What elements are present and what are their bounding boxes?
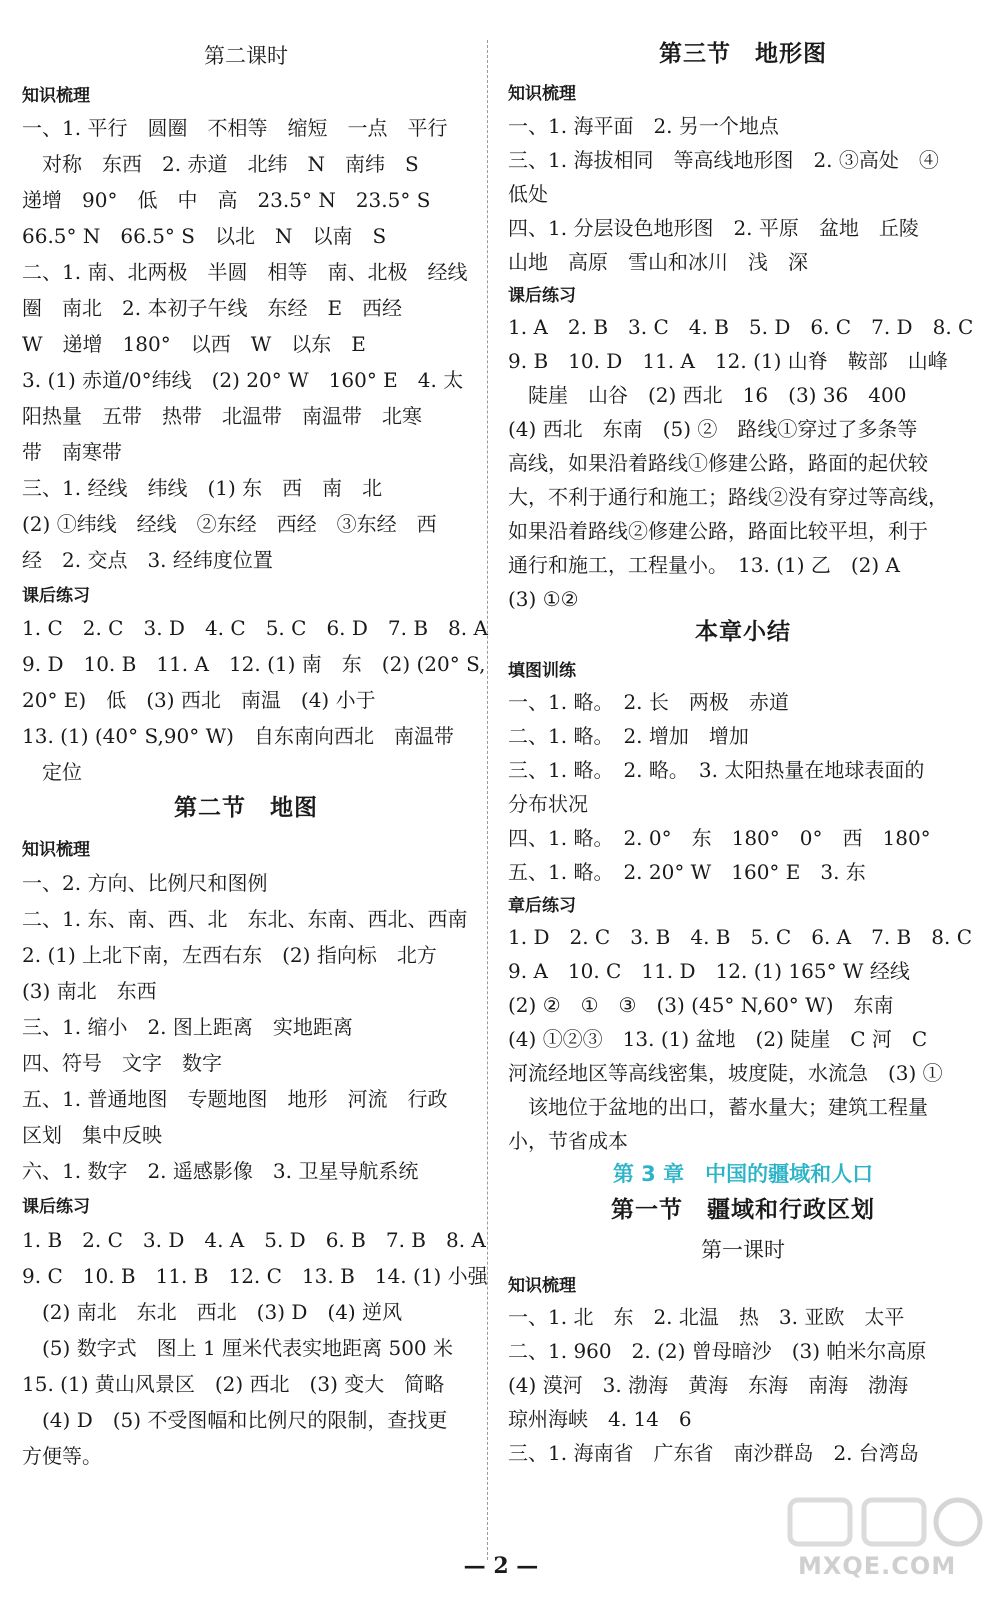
knowledge-label: 知识梳理	[508, 84, 576, 104]
answer-line: 1. D 2. C 3. B 4. B 5. C 6. A 7. B 8. C	[508, 925, 972, 949]
answer-line: 五、1. 略。 2. 20° W 160° E 3. 东	[508, 860, 866, 884]
column-divider	[487, 40, 488, 1560]
answer-line: 1. A 2. B 3. C 4. B 5. D 6. C 7. D 8. C	[508, 315, 974, 339]
answer-line: 带 南寒带	[22, 440, 122, 464]
answer-line: 三、1. 略。 2. 略。 3. 太阳热量在地球表面的	[508, 758, 925, 782]
watermark	[780, 1490, 990, 1590]
answer-line: 13. (1) (40° S,90° W) 自东南向西北 南温带	[22, 724, 454, 748]
answer-line: 一、1. 北 东 2. 北温 热 3. 亚欧 太平	[508, 1305, 905, 1329]
answer-line: 一、1. 海平面 2. 另一个地点	[508, 114, 779, 138]
answer-line: (3) ①②	[508, 587, 579, 611]
answer-line: 区划 集中反映	[22, 1123, 162, 1147]
answer-line: 2. (1) 上北下南，左西右东 (2) 指向标 北方	[22, 943, 437, 967]
answer-line: (3) 南北 东西	[22, 979, 157, 1003]
answer-line: (4) ①②③ 13. (1) 盆地 (2) 陡崖 C 河 C	[508, 1027, 928, 1051]
page-number: — 2 —	[463, 1553, 539, 1579]
answer-line: W 递增 180° 以西 W 以东 E	[22, 332, 366, 356]
answer-line: 该地位于盆地的出口，蓄水量大；建筑工程量	[528, 1095, 928, 1119]
answer-line: (5) 数字式 图上 1 厘米代表实地距离 500 米	[42, 1336, 454, 1360]
answer-line: 四、符号 文字 数字	[22, 1051, 222, 1075]
lesson-title: 第二课时	[204, 44, 288, 68]
answer-line: 四、1. 略。 2. 0° 东 180° 0° 西 180°	[508, 826, 931, 850]
answer-line: 1. B 2. C 3. D 4. A 5. D 6. B 7. B 8. A	[22, 1228, 486, 1252]
answer-line: 二、1. 略。 2. 增加 增加	[508, 724, 749, 748]
knowledge-label: 知识梳理	[22, 86, 90, 106]
answer-line: 方便等。	[22, 1444, 102, 1468]
answer-line: 大，不利于通行和施工；路线②没有穿过等高线，	[508, 485, 948, 509]
answer-line: (2) ② ① ③ (3) (45° N,60° W) 东南	[508, 993, 894, 1017]
answer-line: (2) 南北 东北 西北 (3) D (4) 逆风	[42, 1300, 403, 1324]
practice-label: 课后练习	[22, 1197, 90, 1217]
section-title: 第三节 地形图	[659, 41, 827, 67]
answer-line: 二、1. 960 2. (2) 曾母暗沙 (3) 帕米尔高原	[508, 1339, 927, 1363]
summary-title: 本章小结	[695, 619, 791, 645]
answer-line: 9. C 10. B 11. B 12. C 13. B 14. (1) 小强	[22, 1264, 488, 1288]
answer-line: 阳热量 五带 热带 北温带 南温带 北寒	[22, 404, 422, 428]
answer-line: (2) ①纬线 经线 ②东经 西经 ③东经 西	[22, 512, 437, 536]
answer-line: 三、1. 海南省 广东省 南沙群岛 2. 台湾岛	[508, 1441, 919, 1465]
answer-line: (4) 西北 东南 (5) ② 路线①穿过了多条等	[508, 417, 918, 441]
answer-line: (4) 漠河 3. 渤海 黄海 东海 南海 渤海	[508, 1373, 909, 1397]
answer-line: 圈 南北 2. 本初子午线 东经 E 西经	[22, 296, 403, 320]
answer-line: 三、1. 经线 纬线 (1) 东 西 南 北	[22, 476, 383, 500]
answer-line: 分布状况	[508, 792, 588, 816]
answer-line: 四、1. 分层设色地形图 2. 平原 盆地 丘陵	[508, 216, 919, 240]
answer-line: 通行和施工，工程量小。 13. (1) 乙 (2) A	[508, 553, 900, 577]
answer-line: 低处	[508, 182, 548, 206]
answer-line: 经 2. 交点 3. 经纬度位置	[22, 548, 273, 572]
answer-line: 15. (1) 黄山风景区 (2) 西北 (3) 变大 简略	[22, 1372, 445, 1396]
answer-line: 二、1. 东、南、西、北 东北、东南、西北、西南	[22, 907, 468, 931]
answer-line: (4) D (5) 不受图幅和比例尺的限制，查找更	[42, 1408, 448, 1432]
knowledge-label: 知识梳理	[22, 840, 90, 860]
answer-line: 六、1. 数字 2. 遥感影像 3. 卫星导航系统	[22, 1159, 419, 1183]
answer-line: 河流经地区等高线密集，坡度陡，水流急 (3) ①	[508, 1061, 943, 1085]
answer-line: 一、1. 略。 2. 长 两极 赤道	[508, 690, 789, 714]
answer-line: 递增 90° 低 中 高 23.5° N 23.5° S	[22, 188, 431, 212]
watermark-text: MXQE.COM	[798, 1552, 957, 1580]
answer-line: 3. (1) 赤道/0°纬线 (2) 20° W 160° E 4. 太	[22, 368, 464, 392]
practice-label: 课后练习	[22, 586, 90, 606]
answer-line: 三、1. 海拔相同 等高线地形图 2. ③高处 ④	[508, 148, 939, 172]
answer-line: 20° E) 低 (3) 西北 南温 (4) 小于	[22, 688, 376, 712]
answer-line: 小，节省成本	[508, 1129, 628, 1153]
answer-line: 定位	[42, 760, 82, 784]
section-title: 第一节 疆域和行政区划	[611, 1197, 875, 1223]
answer-line: 高线，如果沿着路线①修建公路，路面的起伏较	[508, 451, 928, 475]
answer-line: 陡崖 山谷 (2) 西北 16 (3) 36 400	[528, 383, 907, 407]
fill-label: 填图训练	[508, 661, 576, 681]
answer-line: 五、1. 普通地图 专题地图 地形 河流 行政	[22, 1087, 448, 1111]
chapter-practice-label: 章后练习	[508, 896, 576, 916]
answer-line: 9. A 10. C 11. D 12. (1) 165° W 经线	[508, 959, 910, 983]
answer-line: 如果沿着路线②修建公路，路面比较平坦，利于	[508, 519, 928, 543]
answer-line: 琼州海峡 4. 14 6	[508, 1407, 692, 1431]
answer-line: 对称 东西 2. 赤道 北纬 N 南纬 S	[42, 152, 419, 176]
answer-line: 三、1. 缩小 2. 图上距离 实地距离	[22, 1015, 353, 1039]
knowledge-label: 知识梳理	[508, 1276, 576, 1296]
practice-label: 课后练习	[508, 286, 576, 306]
answer-line: 9. D 10. B 11. A 12. (1) 南 东 (2) (20° S,	[22, 652, 486, 676]
answer-line: 一、1. 平行 圆圈 不相等 缩短 一点 平行	[22, 116, 448, 140]
answer-line: 1. C 2. C 3. D 4. C 5. C 6. D 7. B 8. A	[22, 616, 488, 640]
chapter-title: 第 3 章 中国的疆域和人口	[612, 1162, 874, 1186]
answer-line: 一、2. 方向、比例尺和图例	[22, 871, 268, 895]
lesson-title: 第一课时	[701, 1238, 785, 1262]
answer-line: 9. B 10. D 11. A 12. (1) 山脊 鞍部 山峰	[508, 349, 948, 373]
answer-line: 66.5° N 66.5° S 以北 N 以南 S	[22, 224, 387, 248]
section-title: 第二节 地图	[174, 795, 318, 821]
answer-line: 山地 高原 雪山和冰川 浅 深	[508, 250, 808, 274]
answer-line: 二、1. 南、北两极 半圆 相等 南、北极 经线	[22, 260, 468, 284]
